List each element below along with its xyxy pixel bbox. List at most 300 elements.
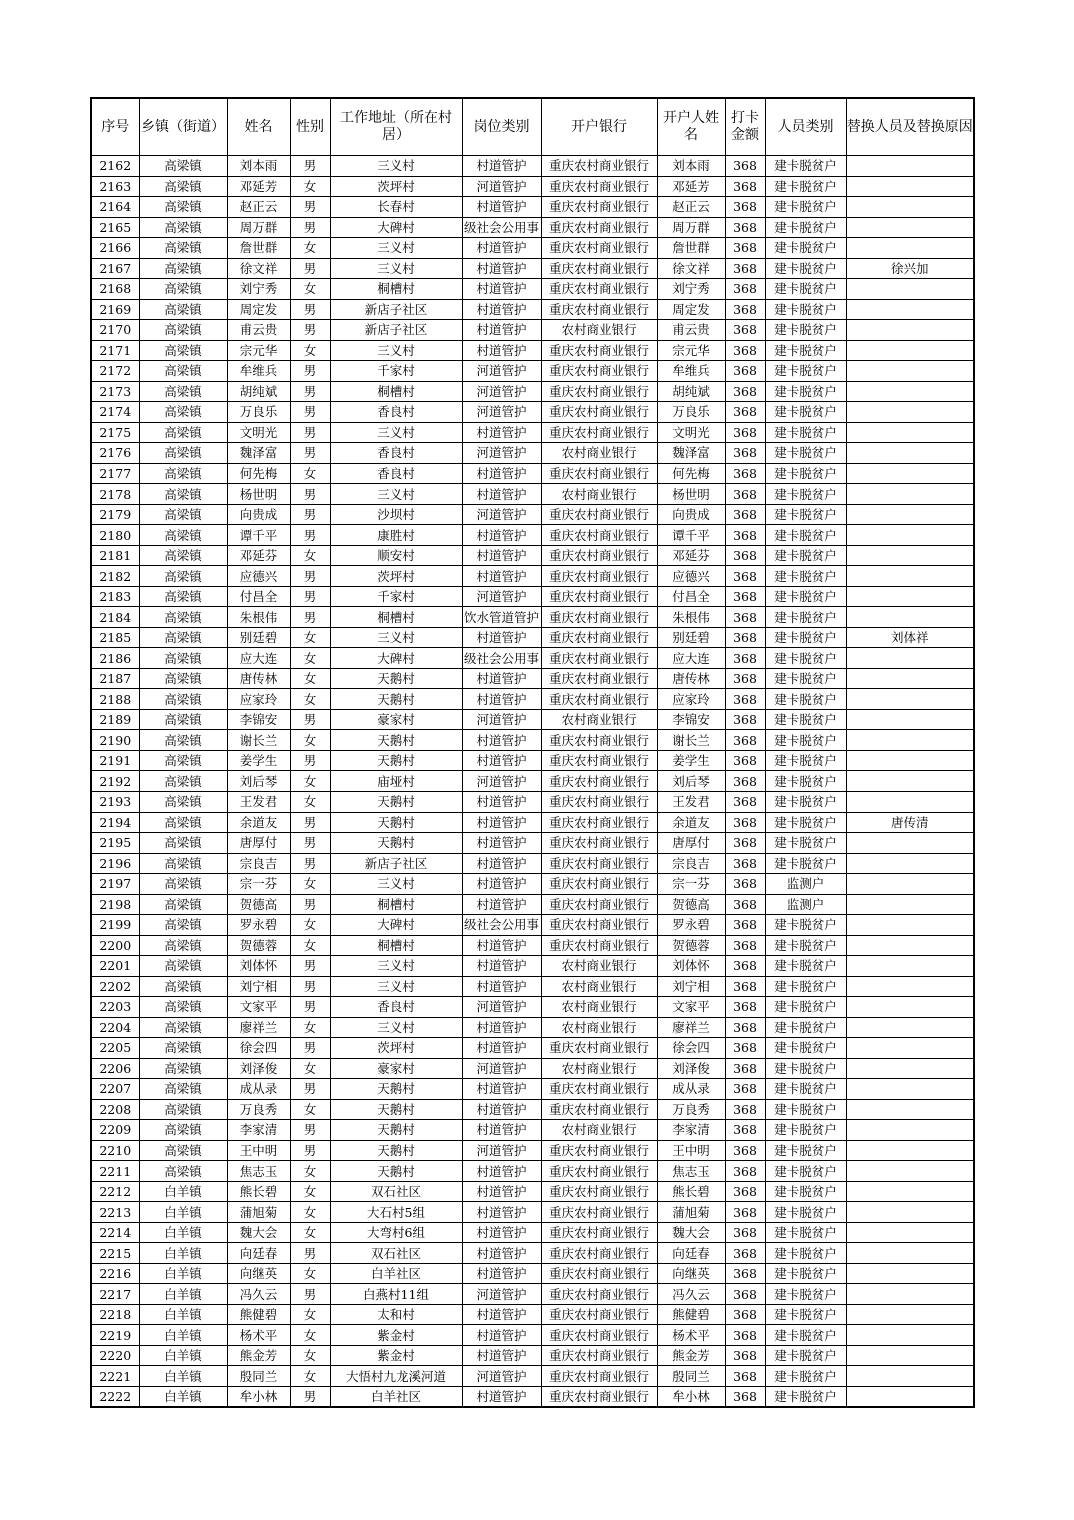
cell-gender: 女 bbox=[290, 545, 330, 566]
cell-town: 高梁镇 bbox=[139, 1099, 227, 1120]
cell-index: 2180 bbox=[91, 525, 139, 546]
cell-name: 邓延芬 bbox=[227, 545, 290, 566]
cell-gender: 女 bbox=[290, 1345, 330, 1366]
cell-category: 建卡脱贫户 bbox=[765, 1181, 846, 1202]
cell-index: 2209 bbox=[91, 1120, 139, 1141]
cell-town: 高梁镇 bbox=[139, 1161, 227, 1182]
cell-amount: 368 bbox=[725, 689, 765, 710]
cell-replacement bbox=[846, 1202, 974, 1223]
cell-index: 2162 bbox=[91, 156, 139, 177]
cell-gender: 男 bbox=[290, 1140, 330, 1161]
cell-gender: 女 bbox=[290, 1202, 330, 1223]
cell-bank: 重庆农村商业银行 bbox=[541, 1181, 657, 1202]
table-row bbox=[91, 1161, 974, 1182]
cell-position: 河道管护 bbox=[462, 997, 541, 1018]
cell-account-holder: 应家玲 bbox=[657, 689, 725, 710]
cell-address: 天鹅村 bbox=[330, 812, 462, 833]
cell-address: 庙垭村 bbox=[330, 771, 462, 792]
cell-category: 建卡脱贫户 bbox=[765, 1202, 846, 1223]
cell-account-holder: 焦志玉 bbox=[657, 1161, 725, 1182]
cell-position: 河道管护 bbox=[462, 586, 541, 607]
cell-replacement bbox=[846, 422, 974, 443]
cell-replacement bbox=[846, 1366, 974, 1387]
cell-address: 天鹅村 bbox=[330, 750, 462, 771]
cell-name: 杨术平 bbox=[227, 1325, 290, 1346]
cell-gender: 女 bbox=[290, 915, 330, 936]
cell-name: 熊金芳 bbox=[227, 1345, 290, 1366]
table-row bbox=[91, 443, 974, 464]
cell-index: 2185 bbox=[91, 627, 139, 648]
cell-position: 村道管护 bbox=[462, 525, 541, 546]
cell-name: 别廷碧 bbox=[227, 627, 290, 648]
cell-replacement bbox=[846, 1038, 974, 1059]
cell-name: 文明光 bbox=[227, 422, 290, 443]
cell-position: 河道管护 bbox=[462, 443, 541, 464]
cell-account-holder: 周定发 bbox=[657, 299, 725, 320]
cell-name: 王中明 bbox=[227, 1140, 290, 1161]
cell-position: 村道管护 bbox=[462, 156, 541, 177]
cell-name: 文家平 bbox=[227, 997, 290, 1018]
cell-category: 建卡脱贫户 bbox=[765, 1386, 846, 1407]
cell-name: 应德兴 bbox=[227, 566, 290, 587]
table-row bbox=[91, 771, 974, 792]
cell-bank: 农村商业银行 bbox=[541, 956, 657, 977]
cell-account-holder: 刘体怀 bbox=[657, 956, 725, 977]
table-row bbox=[91, 750, 974, 771]
cell-address: 沙坝村 bbox=[330, 504, 462, 525]
cell-amount: 368 bbox=[725, 545, 765, 566]
cell-town: 高梁镇 bbox=[139, 1058, 227, 1079]
cell-town: 白羊镇 bbox=[139, 1345, 227, 1366]
cell-amount: 368 bbox=[725, 258, 765, 279]
cell-gender: 男 bbox=[290, 361, 330, 382]
cell-town: 高梁镇 bbox=[139, 1140, 227, 1161]
cell-category: 建卡脱贫户 bbox=[765, 1243, 846, 1264]
cell-replacement bbox=[846, 874, 974, 895]
cell-gender: 男 bbox=[290, 566, 330, 587]
cell-town: 高梁镇 bbox=[139, 176, 227, 197]
cell-index: 2188 bbox=[91, 689, 139, 710]
cell-replacement bbox=[846, 238, 974, 259]
cell-gender: 男 bbox=[290, 1079, 330, 1100]
cell-address: 茨坪村 bbox=[330, 566, 462, 587]
cell-category: 监测户 bbox=[765, 894, 846, 915]
cell-gender: 男 bbox=[290, 709, 330, 730]
cell-address: 香良村 bbox=[330, 402, 462, 423]
cell-town: 高梁镇 bbox=[139, 320, 227, 341]
table-row bbox=[91, 504, 974, 525]
cell-bank: 农村商业银行 bbox=[541, 320, 657, 341]
cell-position: 村道管护 bbox=[462, 791, 541, 812]
cell-position: 河道管护 bbox=[462, 176, 541, 197]
cell-name: 赵正云 bbox=[227, 197, 290, 218]
cell-amount: 368 bbox=[725, 976, 765, 997]
cell-name: 刘宁相 bbox=[227, 976, 290, 997]
cell-town: 高梁镇 bbox=[139, 258, 227, 279]
cell-category: 建卡脱贫户 bbox=[765, 361, 846, 382]
cell-replacement bbox=[846, 1161, 974, 1182]
cell-town: 高梁镇 bbox=[139, 1017, 227, 1038]
cell-bank: 重庆农村商业银行 bbox=[541, 1079, 657, 1100]
cell-gender: 女 bbox=[290, 689, 330, 710]
cell-town: 高梁镇 bbox=[139, 1079, 227, 1100]
cell-account-holder: 李家清 bbox=[657, 1120, 725, 1141]
cell-index: 2197 bbox=[91, 874, 139, 895]
cell-name: 应大连 bbox=[227, 648, 290, 669]
cell-replacement bbox=[846, 156, 974, 177]
cell-amount: 368 bbox=[725, 1038, 765, 1059]
cell-replacement bbox=[846, 1120, 974, 1141]
cell-position: 级社会公用事 bbox=[462, 217, 541, 238]
cell-town: 高梁镇 bbox=[139, 586, 227, 607]
cell-index: 2176 bbox=[91, 443, 139, 464]
cell-name: 应家玲 bbox=[227, 689, 290, 710]
cell-index: 2168 bbox=[91, 279, 139, 300]
cell-account-holder: 文明光 bbox=[657, 422, 725, 443]
cell-replacement bbox=[846, 607, 974, 628]
cell-replacement: 唐传清 bbox=[846, 812, 974, 833]
cell-amount: 368 bbox=[725, 750, 765, 771]
cell-gender: 女 bbox=[290, 176, 330, 197]
cell-position: 河道管护 bbox=[462, 504, 541, 525]
cell-address: 三义村 bbox=[330, 976, 462, 997]
cell-address: 双石社区 bbox=[330, 1181, 462, 1202]
cell-town: 高梁镇 bbox=[139, 340, 227, 361]
cell-replacement bbox=[846, 484, 974, 505]
cell-index: 2199 bbox=[91, 915, 139, 936]
cell-amount: 368 bbox=[725, 238, 765, 259]
cell-gender: 女 bbox=[290, 668, 330, 689]
cell-amount: 368 bbox=[725, 1120, 765, 1141]
cell-position: 村道管护 bbox=[462, 197, 541, 218]
table-row bbox=[91, 525, 974, 546]
cell-account-holder: 唐传林 bbox=[657, 668, 725, 689]
cell-position: 村道管护 bbox=[462, 668, 541, 689]
cell-bank: 农村商业银行 bbox=[541, 976, 657, 997]
table-row bbox=[91, 566, 974, 587]
cell-position: 村道管护 bbox=[462, 340, 541, 361]
cell-bank: 重庆农村商业银行 bbox=[541, 1222, 657, 1243]
cell-name: 唐厚付 bbox=[227, 833, 290, 854]
cell-position: 村道管护 bbox=[462, 1345, 541, 1366]
cell-category: 建卡脱贫户 bbox=[765, 402, 846, 423]
cell-index: 2218 bbox=[91, 1304, 139, 1325]
cell-position: 村道管护 bbox=[462, 1263, 541, 1284]
cell-name: 姜学生 bbox=[227, 750, 290, 771]
cell-account-holder: 朱根伟 bbox=[657, 607, 725, 628]
cell-name: 甫云贵 bbox=[227, 320, 290, 341]
cell-town: 高梁镇 bbox=[139, 279, 227, 300]
cell-position: 河道管护 bbox=[462, 1366, 541, 1387]
cell-gender: 男 bbox=[290, 997, 330, 1018]
cell-position: 村道管护 bbox=[462, 1099, 541, 1120]
cell-address: 千家村 bbox=[330, 361, 462, 382]
table-row bbox=[91, 1284, 974, 1305]
cell-account-holder: 贺德蓉 bbox=[657, 935, 725, 956]
cell-replacement bbox=[846, 1243, 974, 1264]
cell-category: 建卡脱贫户 bbox=[765, 279, 846, 300]
cell-town: 白羊镇 bbox=[139, 1222, 227, 1243]
cell-name: 谭千平 bbox=[227, 525, 290, 546]
header-address: 工作地址（所在村居） bbox=[330, 98, 462, 156]
cell-account-holder: 应大连 bbox=[657, 648, 725, 669]
cell-gender: 男 bbox=[290, 976, 330, 997]
cell-bank: 重庆农村商业银行 bbox=[541, 525, 657, 546]
table-row bbox=[91, 976, 974, 997]
cell-position: 村道管护 bbox=[462, 422, 541, 443]
table-row bbox=[91, 484, 974, 505]
table-row bbox=[91, 217, 974, 238]
cell-replacement bbox=[846, 894, 974, 915]
cell-replacement bbox=[846, 1099, 974, 1120]
cell-index: 2221 bbox=[91, 1366, 139, 1387]
cell-town: 高梁镇 bbox=[139, 853, 227, 874]
cell-amount: 368 bbox=[725, 997, 765, 1018]
cell-position: 村道管护 bbox=[462, 1038, 541, 1059]
cell-category: 建卡脱贫户 bbox=[765, 853, 846, 874]
table-row bbox=[91, 833, 974, 854]
cell-address: 香良村 bbox=[330, 463, 462, 484]
cell-town: 高梁镇 bbox=[139, 381, 227, 402]
cell-index: 2214 bbox=[91, 1222, 139, 1243]
table-row bbox=[91, 156, 974, 177]
cell-replacement bbox=[846, 976, 974, 997]
cell-position: 村道管护 bbox=[462, 238, 541, 259]
cell-name: 唐传林 bbox=[227, 668, 290, 689]
cell-gender: 女 bbox=[290, 279, 330, 300]
cell-replacement bbox=[846, 853, 974, 874]
cell-town: 高梁镇 bbox=[139, 956, 227, 977]
cell-amount: 368 bbox=[725, 894, 765, 915]
cell-address: 康胜村 bbox=[330, 525, 462, 546]
cell-account-holder: 文家平 bbox=[657, 997, 725, 1018]
cell-category: 建卡脱贫户 bbox=[765, 443, 846, 464]
cell-name: 牟小林 bbox=[227, 1386, 290, 1407]
table-row bbox=[91, 340, 974, 361]
cell-position: 村道管护 bbox=[462, 566, 541, 587]
cell-index: 2190 bbox=[91, 730, 139, 751]
cell-category: 建卡脱贫户 bbox=[765, 1284, 846, 1305]
cell-bank: 重庆农村商业银行 bbox=[541, 791, 657, 812]
cell-name: 万良秀 bbox=[227, 1099, 290, 1120]
cell-name: 朱根伟 bbox=[227, 607, 290, 628]
cell-account-holder: 杨术平 bbox=[657, 1325, 725, 1346]
cell-address: 顺安村 bbox=[330, 545, 462, 566]
cell-position: 村道管护 bbox=[462, 1243, 541, 1264]
cell-category: 建卡脱贫户 bbox=[765, 997, 846, 1018]
cell-position: 村道管护 bbox=[462, 1222, 541, 1243]
cell-position: 村道管护 bbox=[462, 689, 541, 710]
cell-town: 高梁镇 bbox=[139, 504, 227, 525]
cell-account-holder: 徐会四 bbox=[657, 1038, 725, 1059]
cell-address: 三义村 bbox=[330, 484, 462, 505]
cell-amount: 368 bbox=[725, 709, 765, 730]
cell-bank: 重庆农村商业银行 bbox=[541, 935, 657, 956]
cell-category: 建卡脱贫户 bbox=[765, 463, 846, 484]
cell-amount: 368 bbox=[725, 812, 765, 833]
cell-address: 紫金村 bbox=[330, 1345, 462, 1366]
cell-category: 建卡脱贫户 bbox=[765, 1058, 846, 1079]
cell-town: 高梁镇 bbox=[139, 463, 227, 484]
cell-category: 建卡脱贫户 bbox=[765, 566, 846, 587]
cell-amount: 368 bbox=[725, 1058, 765, 1079]
cell-account-holder: 王发君 bbox=[657, 791, 725, 812]
cell-category: 建卡脱贫户 bbox=[765, 730, 846, 751]
cell-name: 刘体怀 bbox=[227, 956, 290, 977]
cell-replacement bbox=[846, 915, 974, 936]
cell-gender: 男 bbox=[290, 258, 330, 279]
table-row bbox=[91, 1366, 974, 1387]
cell-position: 河道管护 bbox=[462, 709, 541, 730]
cell-bank: 重庆农村商业银行 bbox=[541, 402, 657, 423]
table-row bbox=[91, 812, 974, 833]
cell-amount: 368 bbox=[725, 422, 765, 443]
cell-account-holder: 周万群 bbox=[657, 217, 725, 238]
cell-index: 2183 bbox=[91, 586, 139, 607]
cell-account-holder: 徐文祥 bbox=[657, 258, 725, 279]
cell-town: 高梁镇 bbox=[139, 443, 227, 464]
cell-town: 高梁镇 bbox=[139, 217, 227, 238]
cell-amount: 368 bbox=[725, 771, 765, 792]
cell-name: 刘宁秀 bbox=[227, 279, 290, 300]
cell-index: 2195 bbox=[91, 833, 139, 854]
cell-amount: 368 bbox=[725, 853, 765, 874]
cell-address: 长春村 bbox=[330, 197, 462, 218]
cell-amount: 368 bbox=[725, 525, 765, 546]
table-row bbox=[91, 1099, 974, 1120]
cell-position: 河道管护 bbox=[462, 402, 541, 423]
cell-gender: 女 bbox=[290, 935, 330, 956]
cell-address: 桐槽村 bbox=[330, 279, 462, 300]
cell-bank: 重庆农村商业银行 bbox=[541, 648, 657, 669]
cell-name: 杨世明 bbox=[227, 484, 290, 505]
cell-replacement: 刘体祥 bbox=[846, 627, 974, 648]
cell-category: 建卡脱贫户 bbox=[765, 197, 846, 218]
cell-gender: 女 bbox=[290, 340, 330, 361]
cell-replacement bbox=[846, 791, 974, 812]
cell-category: 建卡脱贫户 bbox=[765, 935, 846, 956]
cell-bank: 重庆农村商业银行 bbox=[541, 1325, 657, 1346]
cell-name: 詹世群 bbox=[227, 238, 290, 259]
cell-amount: 368 bbox=[725, 1181, 765, 1202]
cell-name: 万良乐 bbox=[227, 402, 290, 423]
cell-name: 宗元华 bbox=[227, 340, 290, 361]
cell-replacement bbox=[846, 566, 974, 587]
cell-position: 村道管护 bbox=[462, 812, 541, 833]
cell-gender: 男 bbox=[290, 1243, 330, 1264]
table-row bbox=[91, 607, 974, 628]
cell-amount: 368 bbox=[725, 279, 765, 300]
cell-bank: 重庆农村商业银行 bbox=[541, 279, 657, 300]
table-row bbox=[91, 402, 974, 423]
cell-gender: 男 bbox=[290, 607, 330, 628]
cell-replacement bbox=[846, 1140, 974, 1161]
table-row bbox=[91, 1181, 974, 1202]
cell-bank: 重庆农村商业银行 bbox=[541, 545, 657, 566]
cell-index: 2216 bbox=[91, 1263, 139, 1284]
cell-category: 建卡脱贫户 bbox=[765, 299, 846, 320]
cell-bank: 重庆农村商业银行 bbox=[541, 258, 657, 279]
table-row bbox=[91, 730, 974, 751]
cell-category: 建卡脱贫户 bbox=[765, 627, 846, 648]
cell-amount: 368 bbox=[725, 956, 765, 977]
cell-gender: 女 bbox=[290, 771, 330, 792]
table-row bbox=[91, 1243, 974, 1264]
cell-address: 天鹅村 bbox=[330, 1140, 462, 1161]
cell-index: 2215 bbox=[91, 1243, 139, 1264]
table-row bbox=[91, 1386, 974, 1407]
cell-address: 白羊社区 bbox=[330, 1263, 462, 1284]
cell-amount: 368 bbox=[725, 833, 765, 854]
cell-replacement bbox=[846, 504, 974, 525]
cell-bank: 重庆农村商业银行 bbox=[541, 463, 657, 484]
cell-gender: 女 bbox=[290, 1161, 330, 1182]
cell-bank: 重庆农村商业银行 bbox=[541, 607, 657, 628]
cell-account-holder: 宗良吉 bbox=[657, 853, 725, 874]
cell-amount: 368 bbox=[725, 1099, 765, 1120]
cell-index: 2166 bbox=[91, 238, 139, 259]
table-row bbox=[91, 1345, 974, 1366]
cell-position: 村道管护 bbox=[462, 1079, 541, 1100]
cell-bank: 重庆农村商业银行 bbox=[541, 504, 657, 525]
cell-name: 熊长碧 bbox=[227, 1181, 290, 1202]
cell-amount: 368 bbox=[725, 1079, 765, 1100]
cell-bank: 重庆农村商业银行 bbox=[541, 915, 657, 936]
cell-amount: 368 bbox=[725, 915, 765, 936]
cell-name: 谢长兰 bbox=[227, 730, 290, 751]
cell-address: 三义村 bbox=[330, 1017, 462, 1038]
cell-amount: 368 bbox=[725, 730, 765, 751]
cell-gender: 男 bbox=[290, 1120, 330, 1141]
cell-amount: 368 bbox=[725, 299, 765, 320]
cell-index: 2208 bbox=[91, 1099, 139, 1120]
cell-gender: 女 bbox=[290, 874, 330, 895]
cell-town: 高梁镇 bbox=[139, 525, 227, 546]
header-gender: 性别 bbox=[290, 98, 330, 156]
cell-category: 建卡脱贫户 bbox=[765, 1366, 846, 1387]
cell-bank: 重庆农村商业银行 bbox=[541, 1099, 657, 1120]
cell-bank: 重庆农村商业银行 bbox=[541, 176, 657, 197]
cell-account-holder: 魏泽富 bbox=[657, 443, 725, 464]
cell-amount: 368 bbox=[725, 1366, 765, 1387]
cell-name: 蒲旭菊 bbox=[227, 1202, 290, 1223]
cell-bank: 重庆农村商业银行 bbox=[541, 1284, 657, 1305]
cell-name: 向贵成 bbox=[227, 504, 290, 525]
cell-replacement bbox=[846, 1325, 974, 1346]
header-amount: 打卡金额 bbox=[725, 98, 765, 156]
cell-account-holder: 胡纯斌 bbox=[657, 381, 725, 402]
cell-bank: 重庆农村商业银行 bbox=[541, 812, 657, 833]
cell-name: 廖祥兰 bbox=[227, 1017, 290, 1038]
cell-amount: 368 bbox=[725, 320, 765, 341]
cell-bank: 农村商业银行 bbox=[541, 1120, 657, 1141]
cell-address: 新店子社区 bbox=[330, 299, 462, 320]
cell-gender: 女 bbox=[290, 791, 330, 812]
cell-account-holder: 赵正云 bbox=[657, 197, 725, 218]
cell-index: 2181 bbox=[91, 545, 139, 566]
cell-address: 大弯村6组 bbox=[330, 1222, 462, 1243]
cell-position: 饮水管道管护 bbox=[462, 607, 541, 628]
cell-town: 白羊镇 bbox=[139, 1243, 227, 1264]
cell-account-holder: 牟小林 bbox=[657, 1386, 725, 1407]
cell-gender: 男 bbox=[290, 422, 330, 443]
cell-account-holder: 向贵成 bbox=[657, 504, 725, 525]
cell-position: 村道管护 bbox=[462, 1325, 541, 1346]
cell-position: 村道管护 bbox=[462, 545, 541, 566]
cell-name: 魏泽富 bbox=[227, 443, 290, 464]
cell-town: 高梁镇 bbox=[139, 750, 227, 771]
cell-index: 2191 bbox=[91, 750, 139, 771]
